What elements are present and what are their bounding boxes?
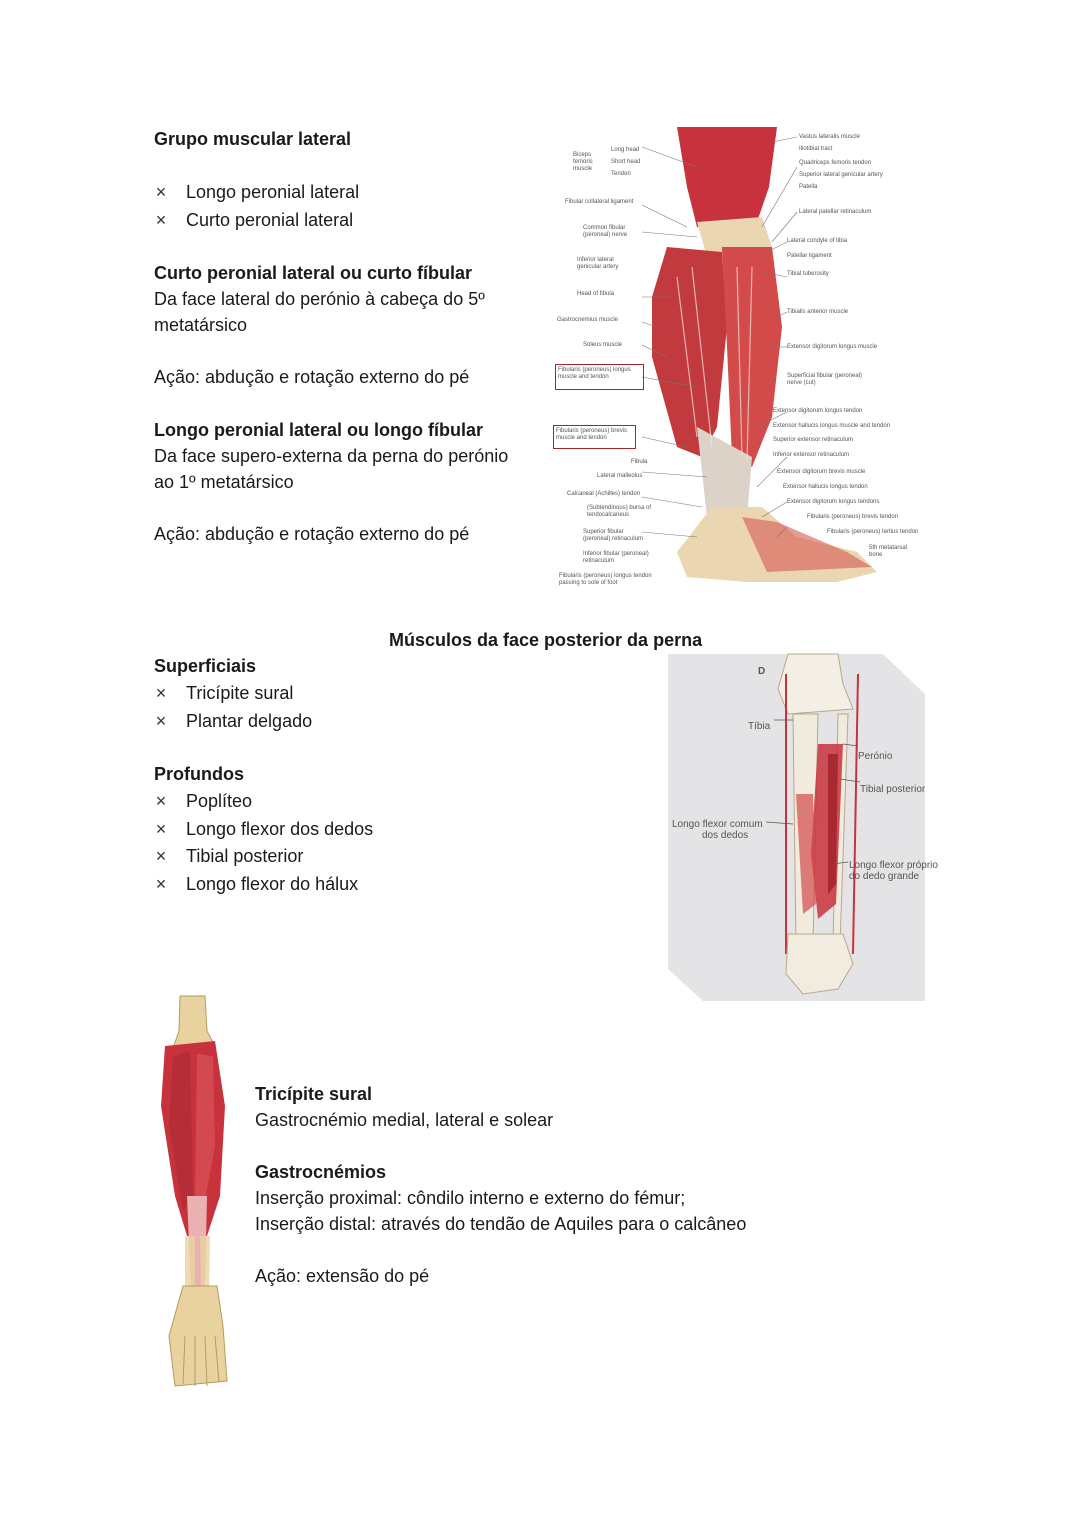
x-marker-icon: × — [155, 846, 167, 866]
label-fibularis-brevis: Fibularis (peroneus) brevis muscle and tendon — [556, 428, 628, 441]
label-calcaneal-tendon: Calcaneal (Achilles) tendon — [567, 491, 641, 497]
label-bursa: (Subtendinous) bursa of tendocalcaneus — [587, 505, 652, 518]
label-common-fibular-nerve: Common fibular (peroneal) nerve — [583, 225, 628, 238]
label-tibialis-anterior: Tibialis anterior muscle — [787, 309, 849, 315]
figure2-flexor-comum-1: Longo flexor comum — [672, 819, 763, 830]
list-item: × Curto peronial lateral — [154, 207, 514, 235]
lateral-group-title: Grupo muscular lateral — [154, 129, 352, 149]
label-fibularis-longus-tendon: Fibularis (peroneus) longus tendon passing to sole of foot — [559, 573, 652, 586]
label-short-head: Short head — [611, 159, 641, 165]
list-item: × Longo flexor dos dedos — [154, 816, 514, 844]
label-edb-muscle: Extensor digitorum brevis muscle — [777, 469, 866, 475]
label-quadriceps-tendon: Quadriceps femoris tendon — [799, 160, 872, 166]
label-tibial-tuberosity: Tibial tuberosity — [787, 271, 829, 277]
label-ehl-muscle-tendon: Extensor hallucis longus muscle and tendon — [773, 423, 891, 429]
triceps-section — [255, 1081, 875, 1289]
lateral-leg-figure — [547, 127, 927, 592]
longo-desc-line2: ao 1º metatársico — [154, 472, 294, 492]
x-marker-icon: × — [155, 182, 167, 202]
insertion-distal: Inserção distal: através do tendão de Aquiles para o calcâneo — [255, 1214, 747, 1234]
figure2-tibia: Tíbia — [748, 721, 771, 732]
label-inferior-extensor-retinaculum: Inferior extensor retinaculum — [773, 452, 850, 458]
triceps-surae-figure — [155, 996, 235, 1396]
insertion-proximal: Inserção proximal: côndilo interno e externo do fémur; — [255, 1188, 686, 1208]
label-lateral-condyle: Lateral condyle of tibia — [787, 238, 848, 244]
label-inferior-retinaculum: Inferior fibular (peroneal) retinaculum — [583, 551, 649, 564]
label-extensor-digitorum-longus-muscle: Extensor digitorum longus muscle — [787, 344, 878, 350]
deep-list — [154, 788, 514, 898]
figure2-peronio: Perónio — [858, 751, 893, 762]
label-superior-extensor-retinaculum: Superior extensor retinaculum — [773, 437, 854, 443]
label-gastrocnemius: Gastrocnemius muscle — [557, 317, 619, 323]
list-item: × Tibial posterior — [154, 843, 514, 871]
label-head-of-fibula: Head of fibula — [577, 291, 615, 297]
label-lateral-malleolus: Lateral malleolus — [597, 473, 643, 479]
x-marker-icon: × — [155, 818, 167, 839]
label-patella: Patella — [799, 184, 818, 190]
lateral-group-list — [154, 179, 514, 234]
label-fibular-collateral: Fibular collateral ligament — [565, 199, 634, 205]
label-biceps: Biceps femoris muscle — [573, 152, 593, 172]
label-5th-metatarsal: 5th metatarsal bone — [869, 545, 908, 558]
list-item: × Longo peronial lateral — [154, 179, 514, 207]
figure2-flexor-proprio-1: Longo flexor próprio — [849, 860, 938, 871]
x-marker-icon: × — [155, 683, 167, 703]
label-soleus: Soleus muscle — [583, 342, 623, 348]
longo-desc-line1: Da face supero-externa da perna do perónio — [154, 446, 509, 466]
x-marker-icon: × — [155, 873, 167, 894]
label-edl-tendons: Extensor digitorum longus tendons — [787, 499, 880, 505]
longo-title: Longo peronial lateral ou longo fíbular — [154, 420, 484, 440]
deep-title: Profundos — [154, 764, 244, 784]
label-fibula: Fibula — [631, 459, 648, 465]
x-marker-icon: × — [155, 710, 167, 731]
triceps-title: Tricípite sural — [255, 1084, 373, 1104]
label-ehl-tendon: Extensor hallucis longus tendon — [783, 484, 868, 490]
curto-desc-line2: metatársico — [154, 315, 248, 335]
list-item: × Poplíteo — [154, 788, 514, 816]
label-long-head: Long head — [611, 147, 640, 153]
figure2-letter: D — [758, 666, 766, 677]
posterior-heading: Músculos da face posterior da perna — [389, 630, 703, 650]
figure2-tibial-posterior: Tibial posterior — [860, 784, 926, 795]
gastro-title: Gastrocnémios — [255, 1162, 387, 1182]
triceps-desc: Gastrocnémio medial, lateral e solear — [255, 1110, 554, 1130]
curto-title: Curto peronial lateral ou curto fíbular — [154, 263, 473, 283]
list-item: × Plantar delgado — [154, 708, 514, 736]
curto-action: Ação: abdução e rotação externo do pé — [154, 367, 470, 387]
x-marker-icon: × — [155, 209, 167, 230]
triceps-action: Ação: extensão do pé — [255, 1266, 430, 1286]
label-tendon: Tendon — [611, 171, 631, 177]
label-vastus-lateralis: Vastus lateralis muscle — [799, 134, 860, 140]
longo-action: Ação: abdução e rotação externo do pé — [154, 524, 470, 544]
list-item: × Longo flexor do hálux — [154, 871, 514, 899]
x-marker-icon: × — [155, 791, 167, 811]
triceps-surae-illustration — [155, 996, 235, 1396]
curto-section — [154, 260, 534, 390]
label-fibularis-tertius: Fibularis (peroneus) tertius tendon — [827, 529, 919, 535]
curto-desc-line1: Da face lateral do perónio à cabeça do 5º — [154, 289, 485, 309]
list-item: × Tricípite sural — [154, 680, 514, 708]
superficial-title: Superficiais — [154, 656, 257, 676]
superficial-list — [154, 680, 514, 735]
label-fibularis-brevis-tendon: Fibularis (peroneus) brevis tendon — [807, 514, 899, 520]
label-superficial-fibular-nerve: Superficial fibular (peroneal) nerve (cut) — [787, 373, 863, 386]
callout-lines — [547, 127, 927, 592]
label-inferior-lateral-genicular: Inferior lateral genicular artery — [577, 257, 619, 270]
posterior-leg-figure — [668, 654, 938, 1001]
label-superior-lateral-genicular: Superior lateral genicular artery — [799, 172, 883, 178]
figure2-flexor-comum-2: dos dedos — [702, 830, 749, 841]
label-fibularis-longus: Fibularis (peroneus) longus muscle and tendon — [558, 367, 631, 380]
label-edl-tendon: Extensor digitorum longus tendon — [773, 408, 863, 414]
longo-section — [154, 417, 534, 547]
label-superior-retinaculum: Superior fibular (peroneal) retinaculum — [583, 529, 644, 542]
label-iliotibial: Iliotibial tract — [799, 146, 833, 152]
label-lateral-patellar-retinaculum: Lateral patellar retinaculum — [799, 209, 872, 215]
label-patellar-ligament: Patellar ligament — [787, 253, 832, 259]
figure2-flexor-proprio-2: do dedo grande — [849, 871, 920, 882]
